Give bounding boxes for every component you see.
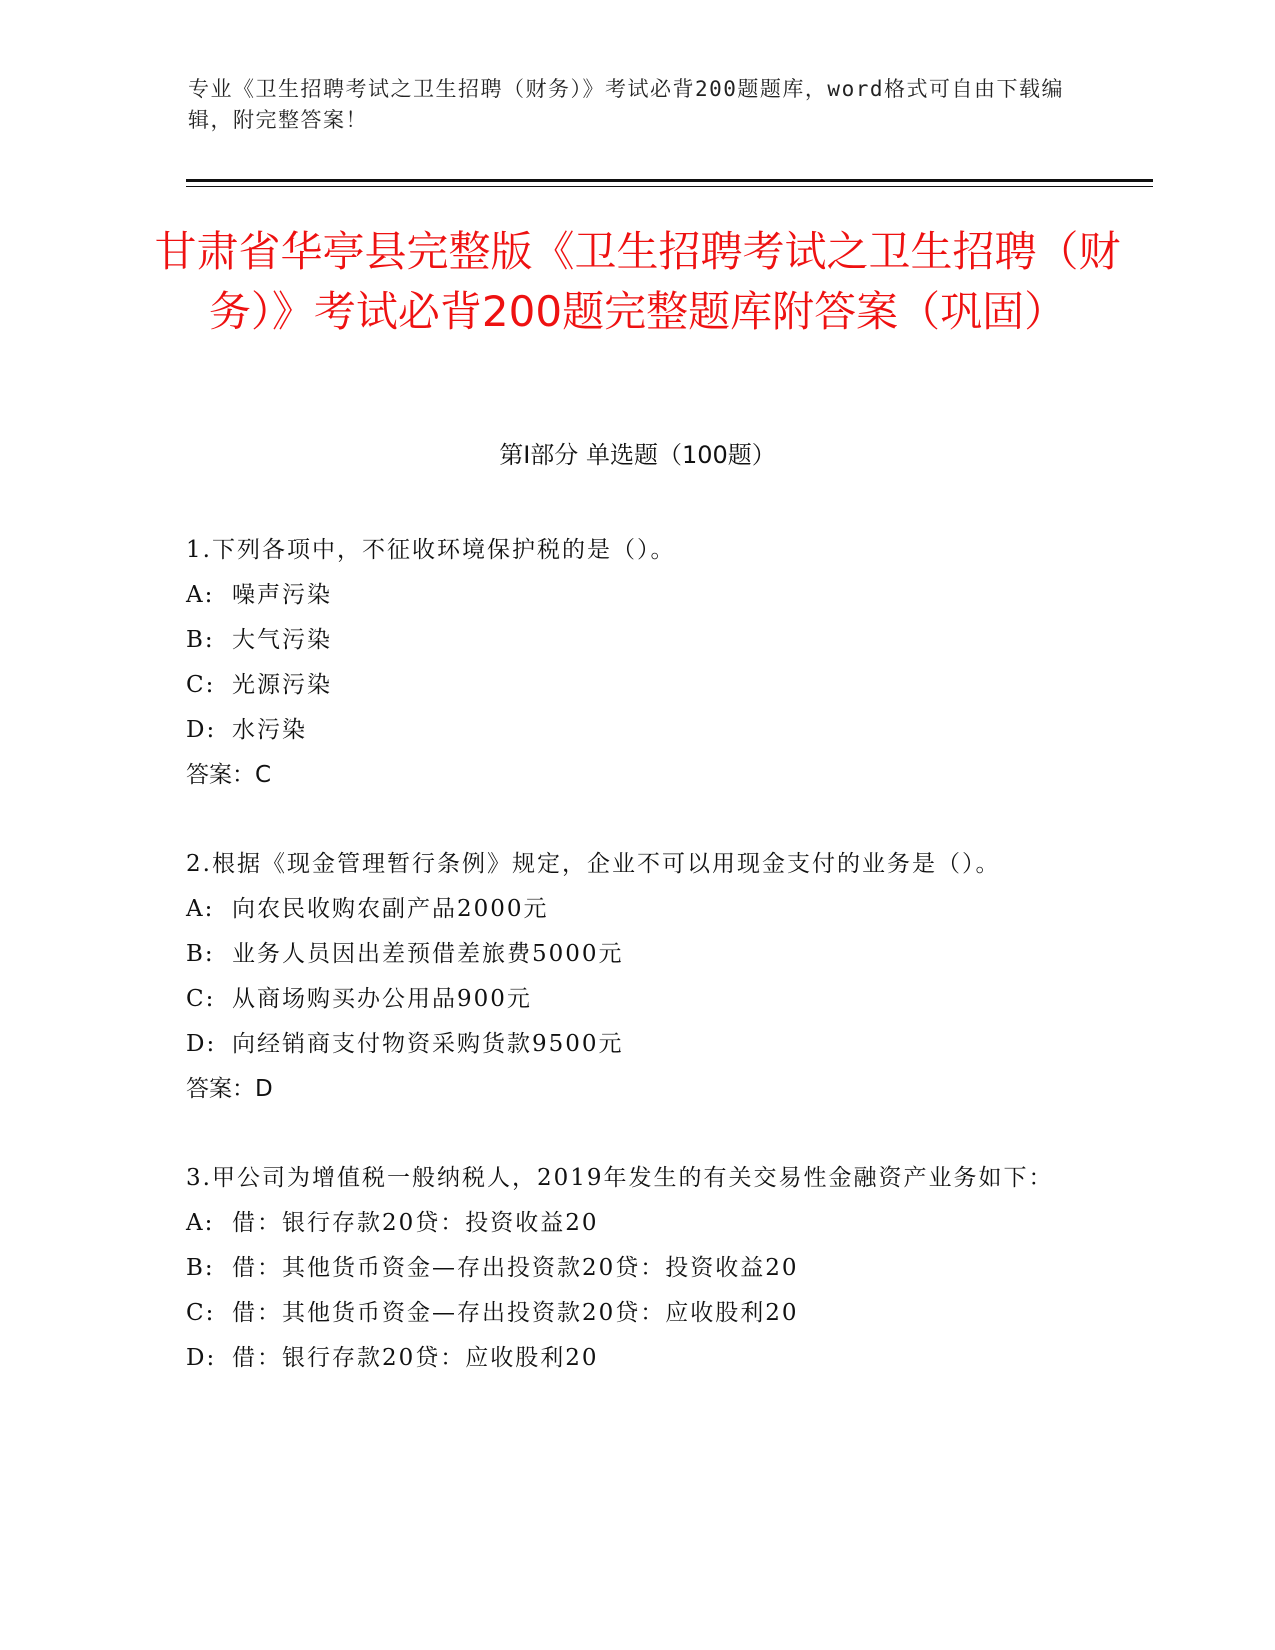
question-stem: 3.甲公司为增值税一般纳税人，2019年发生的有关交易性金融资产业务如下： xyxy=(186,1165,1054,1191)
header-divider-thin xyxy=(186,186,1153,187)
option-letter: D: xyxy=(186,1031,217,1057)
option-letter: A: xyxy=(186,896,215,922)
option-c xyxy=(186,663,1086,708)
option-b xyxy=(186,932,1086,977)
option-text: 从商场购买办公用品900元 xyxy=(232,986,532,1012)
option-text: 业务人员因出差预借差旅费5000元 xyxy=(232,941,624,967)
option-d xyxy=(186,1336,1086,1381)
header-divider-thick xyxy=(186,179,1153,182)
option-text: 向经销商支付物资采购货款9500元 xyxy=(232,1031,624,1057)
question-list xyxy=(186,528,1086,1425)
option-letter: A: xyxy=(186,582,215,608)
question-2 xyxy=(186,842,1086,1112)
option-a xyxy=(186,1201,1086,1246)
option-text: 借：其他货币资金—存出投资款20贷：应收股利20 xyxy=(232,1300,799,1326)
option-text: 水污染 xyxy=(232,717,307,743)
option-letter: A: xyxy=(186,1210,215,1236)
option-c xyxy=(186,977,1086,1022)
option-letter: C: xyxy=(186,672,216,698)
question-1 xyxy=(186,528,1086,798)
question-stem: 1.下列各项中，不征收环境保护税的是（）。 xyxy=(186,537,676,563)
option-letter: C: xyxy=(186,986,216,1012)
answer-line: 答案：C xyxy=(186,762,272,788)
option-text: 借：其他货币资金—存出投资款20贷：投资收益20 xyxy=(232,1255,799,1281)
option-a xyxy=(186,573,1086,618)
option-d xyxy=(186,708,1086,753)
option-c xyxy=(186,1291,1086,1336)
option-letter: D: xyxy=(186,1345,217,1371)
option-letter: C: xyxy=(186,1300,216,1326)
header-note: 专业《卫生招聘考试之卫生招聘（财务）》考试必背200题题库，word格式可自由下载编辑，附完整答案！ xyxy=(188,77,1064,132)
question-3 xyxy=(186,1156,1086,1381)
document-title: 甘肃省华亭县完整版《卫生招聘考试之卫生招聘（财务）》考试必背200题完整题库附答案（巩固） xyxy=(154,227,1121,336)
option-text: 大气污染 xyxy=(232,627,332,653)
option-b xyxy=(186,618,1086,663)
option-text: 借：银行存款20贷：投资收益20 xyxy=(232,1210,599,1236)
option-letter: B: xyxy=(186,627,215,653)
option-d xyxy=(186,1022,1086,1067)
option-text: 光源污染 xyxy=(232,672,332,698)
question-stem: 2.根据《现金管理暂行条例》规定，企业不可以用现金支付的业务是（）。 xyxy=(186,851,1001,877)
option-text: 向农民收购农副产品2000元 xyxy=(232,896,549,922)
option-b xyxy=(186,1246,1086,1291)
option-text: 噪声污染 xyxy=(232,582,332,608)
option-letter: D: xyxy=(186,717,217,743)
answer-line: 答案：D xyxy=(186,1076,273,1102)
option-letter: B: xyxy=(186,941,215,967)
option-text: 借：银行存款20贷：应收股利20 xyxy=(232,1345,599,1371)
section-title: 第Ⅰ部分 单选题（100题） xyxy=(499,441,776,469)
option-a xyxy=(186,887,1086,932)
option-letter: B: xyxy=(186,1255,215,1281)
